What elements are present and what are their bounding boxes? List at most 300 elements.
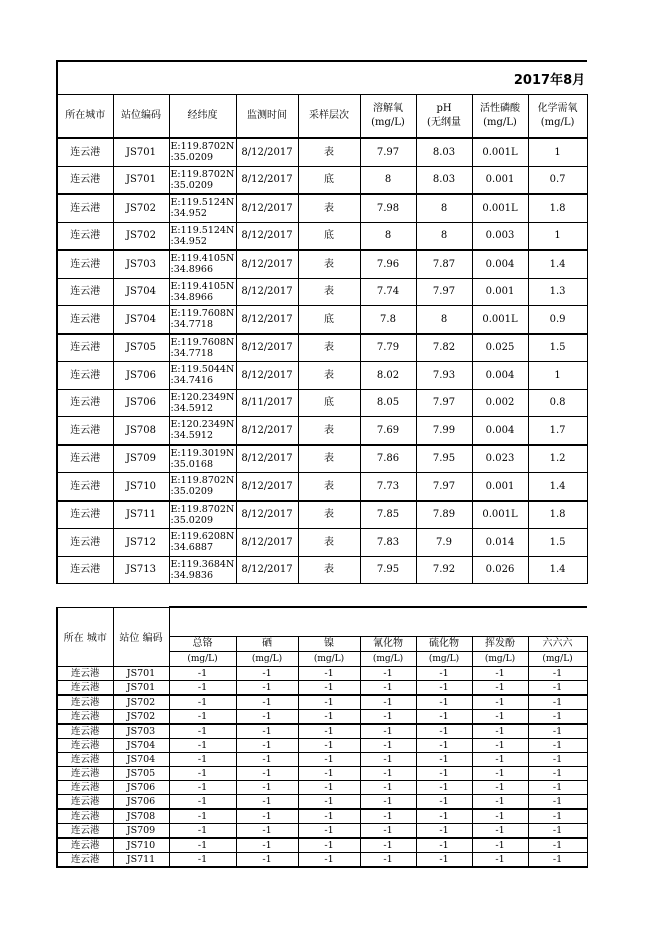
value-cell: -1 — [528, 781, 587, 795]
phosphate-cell: 0.004 — [472, 417, 528, 445]
value-cell: -1 — [416, 753, 472, 767]
layer-cell: 底 — [298, 166, 360, 194]
station-cell: JS710 — [113, 473, 169, 501]
column-header-name: pH — [436, 103, 452, 114]
coord-line-2: :34.9836 — [170, 569, 213, 581]
date-cell: 8/12/2017 — [236, 501, 298, 529]
ph-cell: 7.99 — [416, 417, 472, 445]
coord-line-1: E:119.4105N — [170, 280, 235, 292]
date-cell: 8/12/2017 — [236, 334, 298, 362]
layer-cell: 表 — [298, 278, 360, 306]
phosphate-cell: 0.001L — [472, 306, 528, 334]
ph-cell: 7.82 — [416, 334, 472, 362]
value-cell: -1 — [360, 667, 416, 681]
ph-cell: 8 — [416, 222, 472, 250]
column-header-name: 氰化物 — [360, 637, 416, 652]
column-header-unit: (mg/L) — [298, 652, 360, 667]
cod-cell: 1.4 — [528, 556, 587, 584]
value-cell: -1 — [169, 824, 236, 839]
column-header-name: 总铬 — [169, 637, 236, 652]
city-cell: 连云港 — [57, 334, 113, 362]
value-cell: -1 — [472, 838, 528, 853]
value-cell: -1 — [416, 809, 472, 824]
column-header-name: 活性磷酸 — [480, 103, 520, 114]
coord-cell — [169, 306, 236, 334]
city-cell: 连云港 — [57, 853, 113, 868]
coord-cell — [169, 222, 236, 250]
value-cell: -1 — [472, 739, 528, 753]
station-cell: JS702 — [113, 222, 169, 250]
value-cell: -1 — [360, 781, 416, 795]
value-cell: -1 — [298, 767, 360, 781]
value-cell: -1 — [298, 695, 360, 710]
cod-cell: 1.4 — [528, 250, 587, 278]
coord-cell — [169, 250, 236, 278]
column-header — [528, 95, 587, 139]
cod-cell: 1 — [528, 362, 587, 390]
city-cell: 连云港 — [57, 473, 113, 501]
value-cell: -1 — [528, 667, 587, 681]
phosphate-cell: 0.001L — [472, 138, 528, 166]
date-cell: 8/12/2017 — [236, 417, 298, 445]
city-cell: 连云港 — [57, 724, 113, 739]
coord-line-1: E:119.7608N — [170, 308, 235, 320]
column-header-unit: (mg/L) — [540, 117, 575, 128]
column-header — [298, 95, 360, 139]
city-cell: 连云港 — [57, 529, 113, 557]
column-header-name: 监测时间 — [247, 110, 287, 121]
station-cell: JS706 — [113, 781, 169, 795]
cod-cell: 1.5 — [528, 529, 587, 557]
column-header-unit: (mg/L) — [472, 652, 528, 667]
city-cell: 连云港 — [57, 824, 113, 839]
table-row — [57, 278, 587, 306]
value-cell: -1 — [298, 724, 360, 739]
value-cell: -1 — [528, 724, 587, 739]
station-cell: JS705 — [113, 767, 169, 781]
do-cell: 7.85 — [360, 501, 416, 529]
table-row — [57, 362, 587, 390]
value-cell: -1 — [298, 795, 360, 810]
column-header-name: 溶解氧 — [373, 103, 403, 114]
value-cell: -1 — [169, 681, 236, 696]
layer-cell: 表 — [298, 529, 360, 557]
station-cell: JS712 — [113, 529, 169, 557]
ph-cell: 8.03 — [416, 138, 472, 166]
coord-line-2: :34.5912 — [170, 402, 213, 414]
coord-line-2: :34.5912 — [170, 430, 213, 442]
layer-cell: 表 — [298, 250, 360, 278]
layer-cell: 表 — [298, 501, 360, 529]
value-cell: -1 — [416, 681, 472, 696]
phosphate-cell: 0.001 — [472, 166, 528, 194]
do-cell: 7.86 — [360, 445, 416, 473]
value-cell: -1 — [528, 824, 587, 839]
value-cell: -1 — [416, 667, 472, 681]
value-cell: -1 — [298, 838, 360, 853]
value-cell: -1 — [236, 710, 298, 725]
table-row — [57, 767, 587, 781]
city-cell: 连云港 — [57, 194, 113, 222]
coord-cell — [169, 417, 236, 445]
do-cell: 8 — [360, 166, 416, 194]
phosphate-cell: 0.001L — [472, 501, 528, 529]
value-cell: -1 — [528, 753, 587, 767]
coord-line-2: :34.8966 — [170, 291, 213, 303]
do-cell: 7.83 — [360, 529, 416, 557]
value-cell: -1 — [360, 853, 416, 868]
station-header: 站位 编码 — [113, 607, 169, 667]
value-cell: -1 — [528, 767, 587, 781]
station-cell: JS706 — [113, 389, 169, 417]
phosphate-cell: 0.014 — [472, 529, 528, 557]
layer-cell: 表 — [298, 362, 360, 390]
value-cell: -1 — [169, 724, 236, 739]
do-cell: 8.02 — [360, 362, 416, 390]
value-cell: -1 — [528, 739, 587, 753]
layer-cell: 表 — [298, 556, 360, 584]
value-cell: -1 — [472, 695, 528, 710]
coord-line-2: :34.6887 — [170, 542, 213, 554]
value-cell: -1 — [236, 824, 298, 839]
value-cell: -1 — [298, 681, 360, 696]
station-cell: JS701 — [113, 681, 169, 696]
coord-cell — [169, 166, 236, 194]
column-header-name: 镍 — [298, 637, 360, 652]
value-cell: -1 — [298, 667, 360, 681]
table-row — [57, 809, 587, 824]
coord-cell — [169, 389, 236, 417]
value-cell: -1 — [416, 739, 472, 753]
station-cell: JS701 — [113, 667, 169, 681]
city-cell: 连云港 — [57, 389, 113, 417]
do-cell: 7.8 — [360, 306, 416, 334]
station-cell: JS704 — [113, 306, 169, 334]
city-cell: 连云港 — [57, 362, 113, 390]
value-cell: -1 — [169, 753, 236, 767]
layer-cell: 表 — [298, 334, 360, 362]
coord-line-1: E:119.3019N — [170, 447, 235, 459]
table-row — [57, 739, 587, 753]
city-cell: 连云港 — [57, 695, 113, 710]
coord-cell — [169, 445, 236, 473]
coord-line-2: :35.0168 — [170, 458, 213, 470]
value-cell: -1 — [528, 795, 587, 810]
ph-cell: 7.97 — [416, 389, 472, 417]
coord-cell — [169, 334, 236, 362]
cod-cell: 1.5 — [528, 334, 587, 362]
cod-cell: 1.2 — [528, 445, 587, 473]
ph-cell: 8 — [416, 194, 472, 222]
coord-line-1: E:119.6208N — [170, 531, 235, 543]
city-cell: 连云港 — [57, 681, 113, 696]
ph-cell: 8.03 — [416, 166, 472, 194]
value-cell: -1 — [360, 767, 416, 781]
column-header — [169, 95, 236, 139]
table-row — [57, 194, 587, 222]
value-cell: -1 — [472, 795, 528, 810]
column-header — [236, 95, 298, 139]
coord-cell — [169, 138, 236, 166]
layer-cell: 表 — [298, 194, 360, 222]
value-cell: -1 — [528, 695, 587, 710]
value-cell: -1 — [236, 795, 298, 810]
table-row — [57, 166, 587, 194]
coord-cell — [169, 473, 236, 501]
do-cell: 7.73 — [360, 473, 416, 501]
table-row — [57, 781, 587, 795]
coord-cell — [169, 529, 236, 557]
cod-cell: 1.3 — [528, 278, 587, 306]
city-cell: 连云港 — [57, 222, 113, 250]
value-cell: -1 — [169, 838, 236, 853]
date-cell: 8/12/2017 — [236, 278, 298, 306]
phosphate-cell: 0.001L — [472, 194, 528, 222]
coord-line-2: :34.7718 — [170, 319, 213, 331]
cod-cell: 0.7 — [528, 166, 587, 194]
value-cell: -1 — [298, 853, 360, 868]
ph-cell: 8 — [416, 306, 472, 334]
table-row — [57, 389, 587, 417]
value-cell: -1 — [360, 710, 416, 725]
city-cell: 连云港 — [57, 501, 113, 529]
phosphate-cell: 0.004 — [472, 362, 528, 390]
station-cell: JS713 — [113, 556, 169, 584]
date-cell: 8/12/2017 — [236, 138, 298, 166]
date-cell: 8/12/2017 — [236, 306, 298, 334]
cod-cell: 1.7 — [528, 417, 587, 445]
value-cell: -1 — [236, 781, 298, 795]
date-cell: 8/12/2017 — [236, 194, 298, 222]
city-cell: 连云港 — [57, 445, 113, 473]
station-cell: JS702 — [113, 710, 169, 725]
table-row — [57, 838, 587, 853]
station-cell: JS701 — [113, 166, 169, 194]
table-row — [57, 334, 587, 362]
station-cell: JS703 — [113, 250, 169, 278]
value-cell: -1 — [360, 724, 416, 739]
date-cell: 8/12/2017 — [236, 222, 298, 250]
ph-cell: 7.93 — [416, 362, 472, 390]
value-cell: -1 — [528, 681, 587, 696]
date-cell: 8/12/2017 — [236, 445, 298, 473]
value-cell: -1 — [360, 739, 416, 753]
value-cell: -1 — [360, 795, 416, 810]
column-header — [113, 95, 169, 139]
column-header-unit: (mg/L) — [236, 652, 298, 667]
value-cell: -1 — [169, 739, 236, 753]
table-row — [57, 501, 587, 529]
value-cell: -1 — [169, 767, 236, 781]
table-row — [57, 753, 587, 767]
coord-line-1: E:119.5124N — [170, 224, 235, 236]
table-row — [57, 710, 587, 725]
station-cell: JS704 — [113, 753, 169, 767]
value-cell: -1 — [472, 710, 528, 725]
city-cell: 连云港 — [57, 250, 113, 278]
value-cell: -1 — [528, 838, 587, 853]
city-cell: 连云港 — [57, 556, 113, 584]
table-row — [57, 417, 587, 445]
phosphate-cell: 0.026 — [472, 556, 528, 584]
coord-line-2: :34.7416 — [170, 375, 213, 387]
table-row — [57, 556, 587, 584]
value-cell: -1 — [298, 824, 360, 839]
value-cell: -1 — [472, 809, 528, 824]
column-header — [472, 95, 528, 139]
value-cell: -1 — [298, 753, 360, 767]
table-row — [57, 795, 587, 810]
value-cell: -1 — [472, 824, 528, 839]
do-cell: 7.98 — [360, 194, 416, 222]
city-cell: 连云港 — [57, 767, 113, 781]
value-cell: -1 — [360, 838, 416, 853]
column-header — [416, 95, 472, 139]
value-cell: -1 — [298, 710, 360, 725]
table-row — [57, 529, 587, 557]
column-header — [360, 95, 416, 139]
ph-cell: 7.97 — [416, 278, 472, 306]
table-row — [57, 138, 587, 166]
coord-line-1: E:119.8702N — [170, 475, 235, 487]
coord-cell — [169, 362, 236, 390]
coord-line-2: :34.952 — [170, 235, 207, 247]
station-cell: JS711 — [113, 853, 169, 868]
coord-line-2: :34.8966 — [170, 264, 213, 276]
station-cell: JS709 — [113, 445, 169, 473]
coord-line-1: E:119.5044N — [170, 364, 235, 376]
column-header-unit: (mg/L) — [416, 652, 472, 667]
phosphate-cell: 0.023 — [472, 445, 528, 473]
station-cell: JS701 — [113, 138, 169, 166]
column-header-name: 硫化物 — [416, 637, 472, 652]
value-cell: -1 — [472, 667, 528, 681]
value-cell: -1 — [416, 824, 472, 839]
value-cell: -1 — [236, 681, 298, 696]
layer-cell: 表 — [298, 473, 360, 501]
station-cell: JS710 — [113, 838, 169, 853]
coord-cell — [169, 278, 236, 306]
coord-line-2: :35.0209 — [170, 179, 213, 191]
city-cell: 连云港 — [57, 417, 113, 445]
column-header-unit: (mg/L) — [360, 652, 416, 667]
city-cell: 连云港 — [57, 781, 113, 795]
pollutant-table — [56, 606, 588, 868]
value-cell: -1 — [236, 767, 298, 781]
value-cell: -1 — [360, 681, 416, 696]
value-cell: -1 — [528, 853, 587, 868]
value-cell: -1 — [236, 853, 298, 868]
station-cell: JS702 — [113, 695, 169, 710]
coord-cell — [169, 501, 236, 529]
value-cell: -1 — [236, 724, 298, 739]
ph-cell: 7.97 — [416, 473, 472, 501]
phosphate-cell: 0.004 — [472, 250, 528, 278]
phosphate-cell: 0.003 — [472, 222, 528, 250]
ph-cell: 7.87 — [416, 250, 472, 278]
city-cell: 连云港 — [57, 278, 113, 306]
phosphate-cell: 0.001 — [472, 278, 528, 306]
value-cell: -1 — [169, 809, 236, 824]
value-cell: -1 — [472, 853, 528, 868]
coord-line-1: E:119.5124N — [170, 197, 235, 209]
station-cell: JS704 — [113, 278, 169, 306]
value-cell: -1 — [472, 681, 528, 696]
layer-cell: 底 — [298, 222, 360, 250]
city-header: 所在 城市 — [57, 607, 113, 667]
do-cell: 7.79 — [360, 334, 416, 362]
table-row — [57, 667, 587, 681]
value-cell: -1 — [169, 781, 236, 795]
date-cell: 8/12/2017 — [236, 556, 298, 584]
city-cell: 连云港 — [57, 138, 113, 166]
table-row — [57, 724, 587, 739]
value-cell: -1 — [416, 838, 472, 853]
column-header — [57, 95, 113, 139]
do-cell: 7.97 — [360, 138, 416, 166]
value-cell: -1 — [416, 695, 472, 710]
coord-line-1: E:119.7608N — [170, 336, 235, 348]
value-cell: -1 — [528, 710, 587, 725]
value-cell: -1 — [236, 739, 298, 753]
value-cell: -1 — [169, 695, 236, 710]
column-header-name: 挥发酚 — [472, 637, 528, 652]
date-cell: 8/12/2017 — [236, 250, 298, 278]
coord-line-1: E:119.4105N — [170, 253, 235, 265]
ph-cell: 7.89 — [416, 501, 472, 529]
city-cell: 连云港 — [57, 667, 113, 681]
coord-line-1: E:119.8702N — [170, 168, 235, 180]
cod-cell: 0.9 — [528, 306, 587, 334]
column-header-name: 采样层次 — [309, 110, 349, 121]
value-cell: -1 — [360, 824, 416, 839]
do-cell: 7.69 — [360, 417, 416, 445]
station-cell: JS708 — [113, 809, 169, 824]
column-header-unit: (mg/L) — [528, 652, 587, 667]
value-cell: -1 — [416, 767, 472, 781]
value-cell: -1 — [528, 809, 587, 824]
table-row — [57, 306, 587, 334]
do-cell: 7.96 — [360, 250, 416, 278]
value-cell: -1 — [472, 753, 528, 767]
table-row — [57, 695, 587, 710]
value-cell: -1 — [360, 809, 416, 824]
layer-cell: 表 — [298, 445, 360, 473]
city-cell: 连云港 — [57, 795, 113, 810]
cod-cell: 1.4 — [528, 473, 587, 501]
coord-line-1: E:119.8702N — [170, 503, 235, 515]
coord-line-2: :35.0209 — [170, 514, 213, 526]
cod-cell: 1.8 — [528, 501, 587, 529]
value-cell: -1 — [416, 710, 472, 725]
column-header-name: 所在城市 — [65, 110, 106, 121]
column-header-unit: (mg/L) — [371, 117, 405, 128]
phosphate-cell: 0.002 — [472, 389, 528, 417]
column-header-name: 化学需氧 — [537, 103, 578, 114]
cod-cell: 1 — [528, 138, 587, 166]
value-cell: -1 — [360, 753, 416, 767]
table-row — [57, 681, 587, 696]
column-header-name: 经纬度 — [187, 110, 218, 121]
city-cell: 连云港 — [57, 838, 113, 853]
station-cell: JS709 — [113, 824, 169, 839]
table-row — [57, 445, 587, 473]
cod-cell: 1 — [528, 222, 587, 250]
value-cell: -1 — [236, 809, 298, 824]
date-cell: 8/12/2017 — [236, 473, 298, 501]
value-cell: -1 — [472, 724, 528, 739]
coord-line-2: :35.0209 — [170, 486, 213, 498]
